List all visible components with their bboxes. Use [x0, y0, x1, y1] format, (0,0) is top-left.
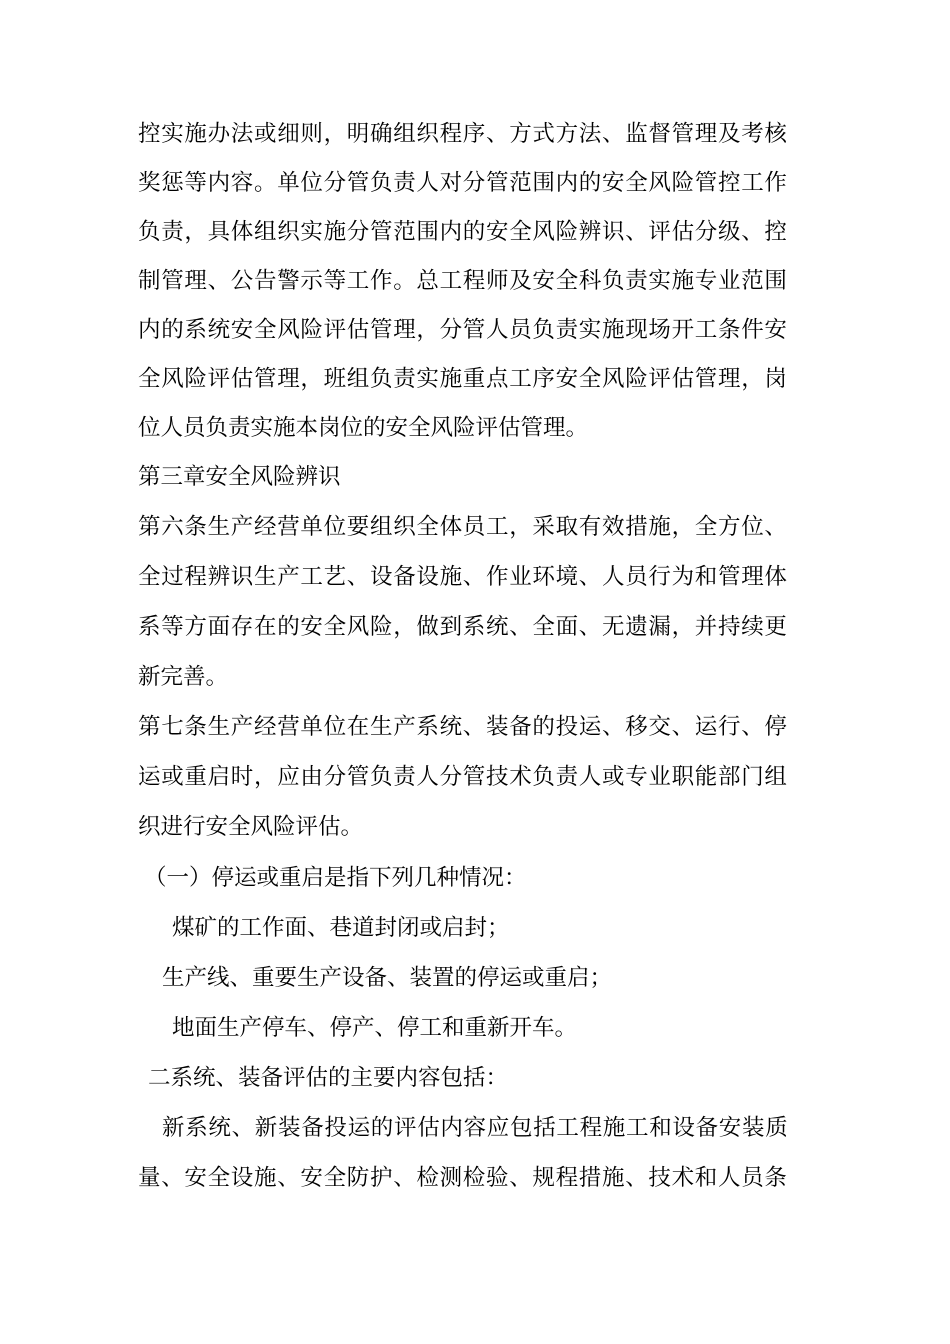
text-line: 新完善。: [138, 664, 229, 690]
text-line: 全风险评估管理，班组负责实施重点工序安全风险评估管理，岗: [138, 366, 788, 392]
list-item: 生产线、重要生产设备、装置的停运或重启；: [162, 965, 613, 991]
list-item: 地面生产停车、停产、停工和重新开车。: [172, 1015, 578, 1041]
text-line: 新系统、新装备投运的评估内容应包括工程施工和设备安装质: [162, 1115, 789, 1141]
text-line: 第六条生产经营单位要组织全体员工，采取有效措施，全方位、: [138, 514, 788, 540]
text-line: 运或重启时，应由分管负责人分管技术负责人或专业职能部门组: [138, 764, 788, 790]
text-line: 控实施办法或细则，明确组织程序、方式方法、监督管理及考核: [138, 121, 788, 147]
text-line: 第七条生产经营单位在生产系统、装备的投运、移交、运行、停: [138, 714, 788, 740]
text-line: 负责，具体组织实施分管范围内的安全风险辨识、评估分级、控: [138, 219, 788, 245]
text-line: 织进行安全风险评估。: [138, 814, 364, 840]
text-line: 量、安全设施、安全防护、检测检验、规程措施、技术和人员条: [138, 1165, 788, 1191]
text-line: 制管理、公告警示等工作。总工程师及安全科负责实施专业范围: [138, 268, 788, 294]
list-item: 煤矿的工作面、巷道封闭或启封；: [172, 915, 510, 941]
section-heading: 二系统、装备评估的主要内容包括：: [148, 1065, 509, 1091]
chapter-heading: 第三章安全风险辨识: [138, 464, 341, 490]
text-line: 位人员负责实施本岗位的安全风险评估管理。: [138, 415, 589, 441]
text-line: 全过程辨识生产工艺、设备设施、作业环境、人员行为和管理体: [138, 564, 788, 590]
text-line: 奖惩等内容。单位分管负责人对分管范围内的安全风险管控工作: [138, 170, 788, 196]
text-line: 系等方面存在的安全风险，做到系统、全面、无遗漏，并持续更: [138, 614, 788, 640]
list-item: （一）停运或重启是指下列几种情况：: [144, 865, 527, 891]
text-line: 内的系统安全风险评估管理，分管人员负责实施现场开工条件安: [138, 317, 788, 343]
